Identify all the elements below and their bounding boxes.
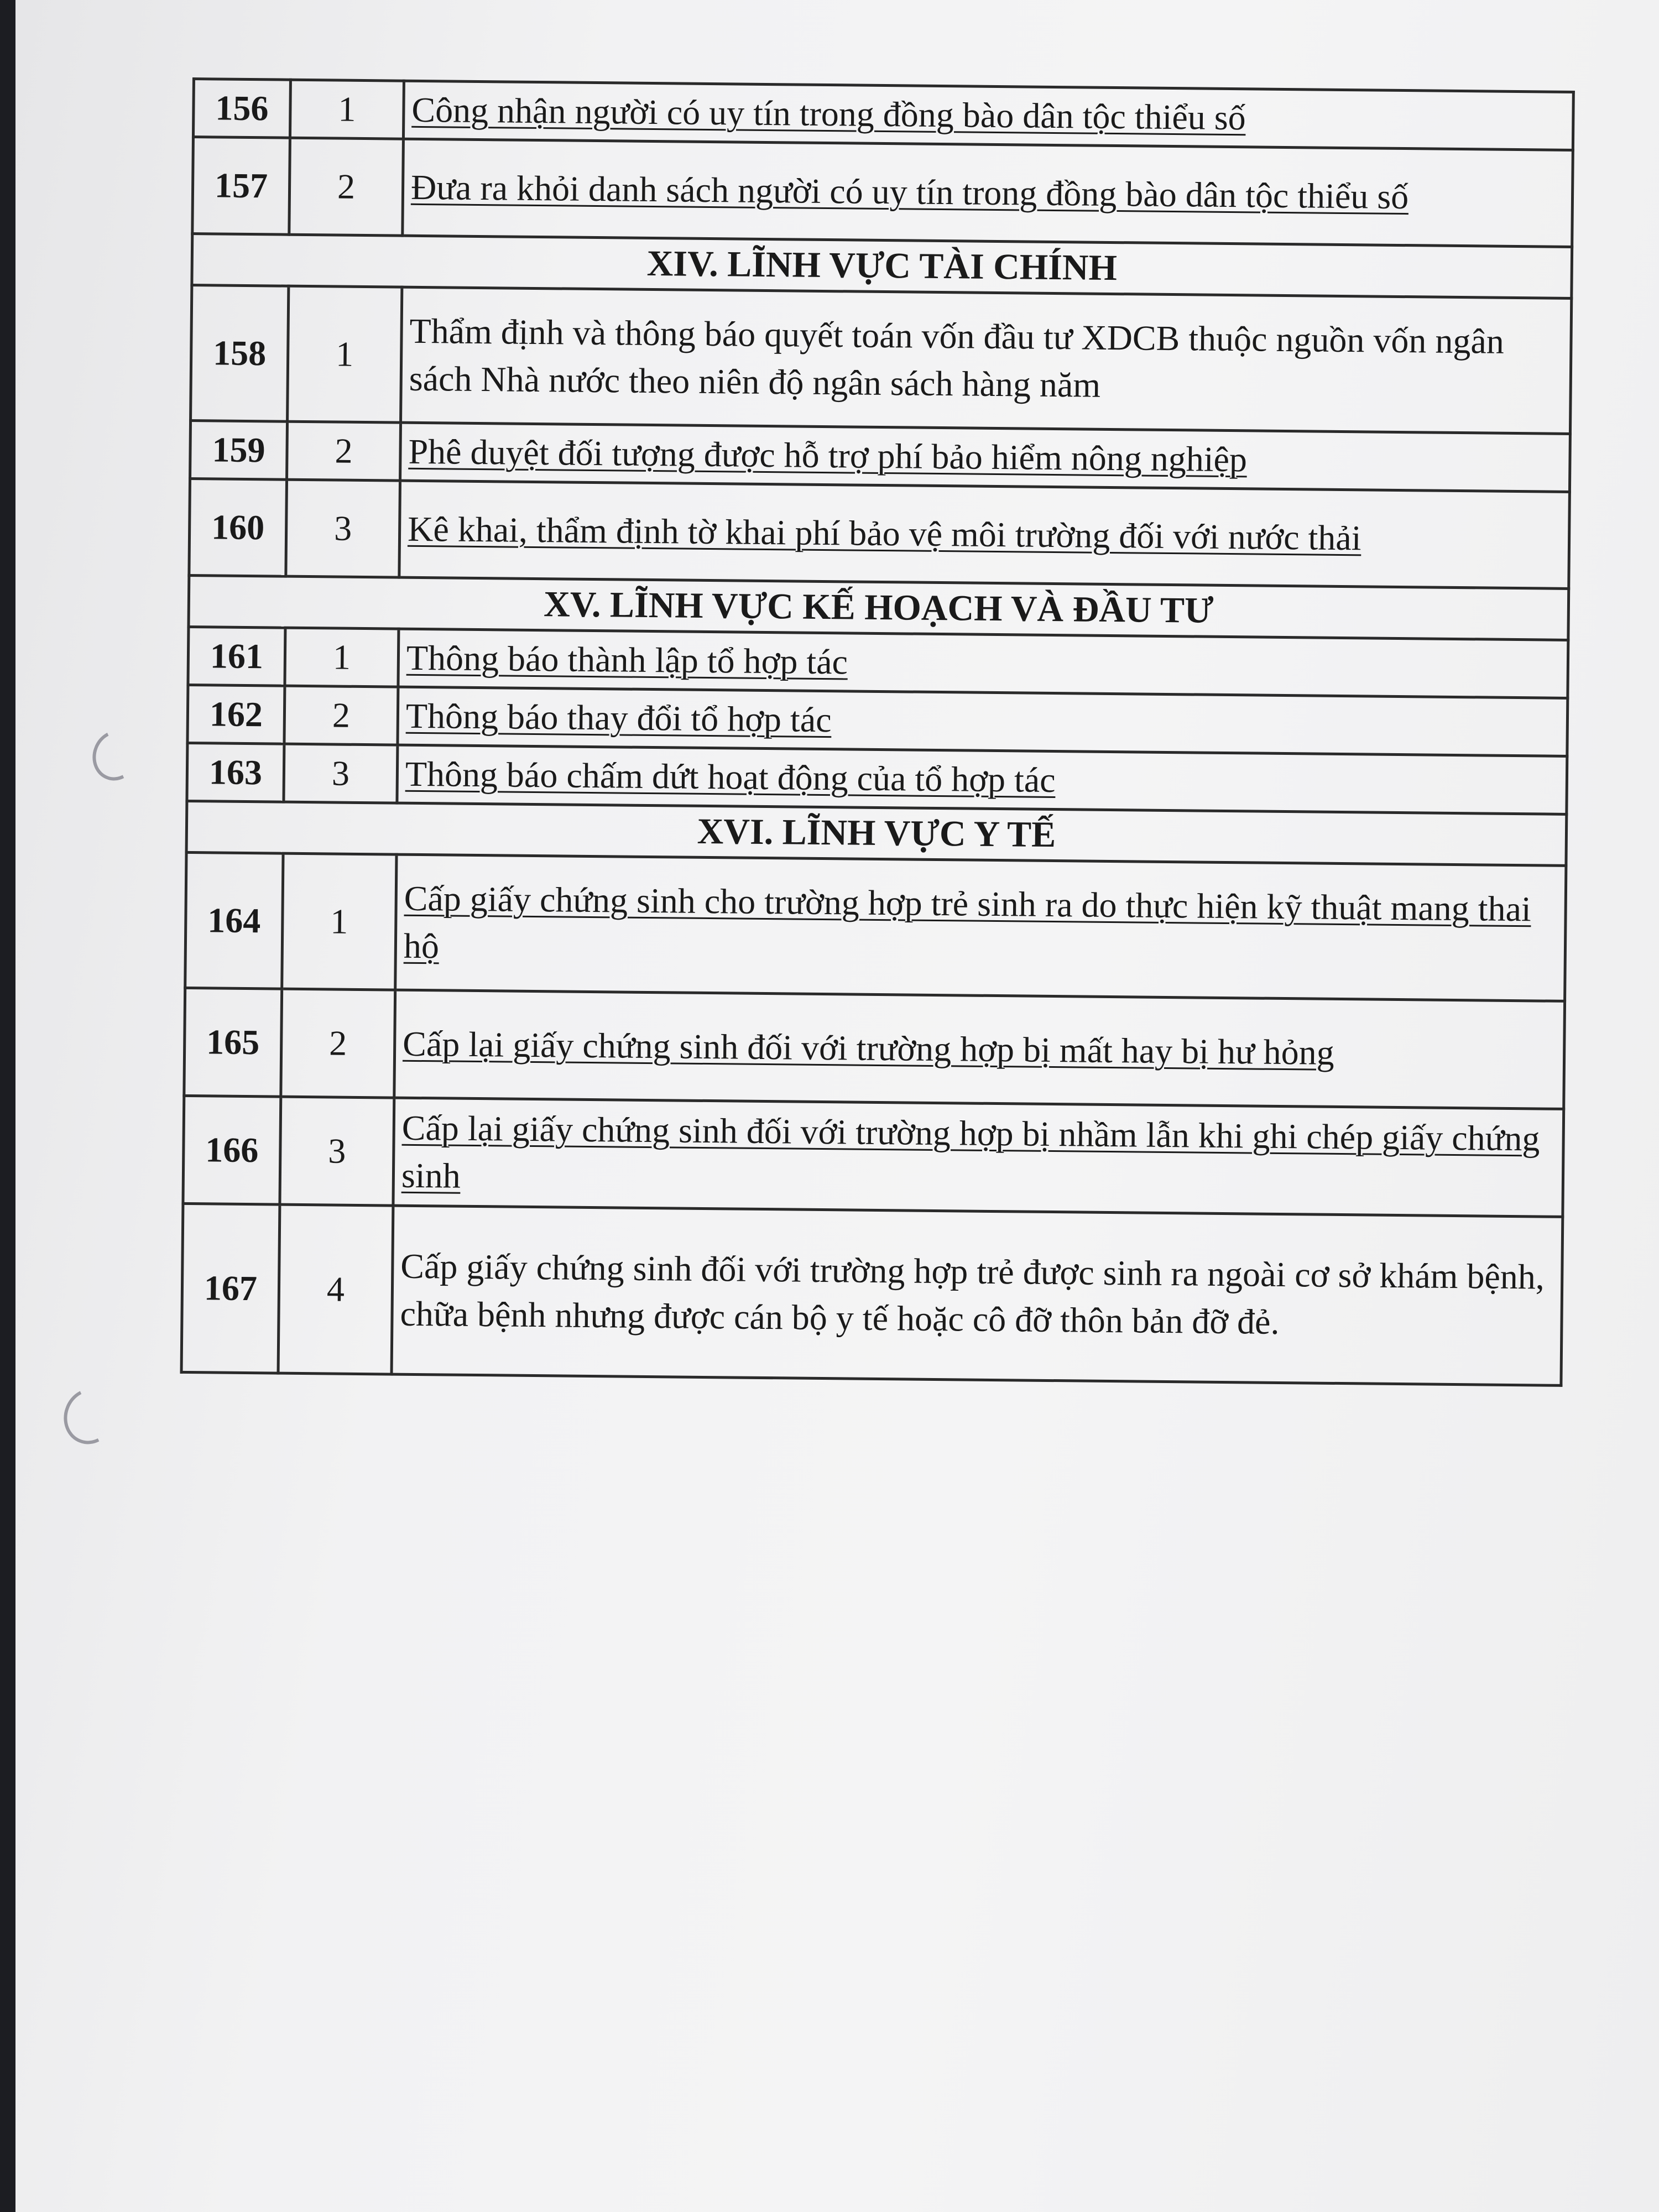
row-stt: 161	[188, 627, 285, 686]
section-title: XIV. LĨNH VỰC TÀI CHÍNH	[192, 234, 1572, 299]
table-row	[181, 1203, 1563, 1385]
paper-sheet	[15, 0, 1659, 2212]
row-number: 1	[290, 80, 404, 139]
procedure-name: Cấp lại giấy chứng sinh đối với trường hợp bị nhầm lẫn khi ghi chép giấy chứng sinh	[393, 1098, 1564, 1217]
section-title: XV. LĨNH VỰC KẾ HOẠCH VÀ ĐẦU TƯ	[189, 575, 1569, 640]
row-number: 2	[287, 421, 401, 481]
row-number: 2	[284, 686, 398, 745]
pen-mark	[56, 1381, 123, 1451]
pen-mark	[86, 724, 146, 787]
row-stt: 158	[191, 285, 289, 422]
table-row	[184, 988, 1565, 1109]
procedure-name: Công nhận người có uy tín trong đồng bào dân tộc thiểu số	[403, 81, 1573, 150]
row-stt: 166	[183, 1095, 281, 1204]
procedure-name: Thông báo thay đổi tổ hợp tác	[398, 687, 1568, 756]
row-number: 3	[286, 479, 400, 577]
row-number: 4	[278, 1204, 393, 1374]
row-number: 1	[285, 628, 399, 687]
row-number: 1	[288, 286, 402, 422]
row-stt: 167	[181, 1203, 280, 1373]
procedure-name: Đưa ra khỏi danh sách người có uy tín trong đồng bào dân tộc thiểu số	[403, 139, 1573, 247]
row-number: 3	[284, 744, 398, 803]
section-title: XVI. LĨNH VỰC Y TẾ	[186, 801, 1567, 865]
procedure-name: Cấp lại giấy chứng sinh đối với trường hợp bị mất hay bị hư hỏng	[394, 990, 1565, 1109]
row-stt: 162	[187, 685, 285, 744]
row-number: 2	[281, 989, 395, 1098]
procedure-name: Phê duyệt đối tượng được hỗ trợ phí bảo hiểm nông nghiệp	[400, 422, 1571, 492]
row-stt: 156	[193, 79, 290, 138]
row-number: 2	[289, 138, 404, 236]
procedures-table	[180, 77, 1574, 1387]
procedure-name: Cấp giấy chứng sinh cho trường hợp trẻ sinh ra do thực hiện kỹ thuật mang thai hộ	[395, 854, 1566, 1001]
row-stt: 160	[189, 478, 287, 576]
row-stt: 157	[192, 137, 290, 235]
row-stt: 159	[190, 420, 288, 479]
row-number: 3	[280, 1097, 394, 1206]
row-number: 1	[282, 853, 397, 990]
procedures-table-container	[180, 77, 1574, 1387]
table-row	[191, 285, 1572, 434]
procedure-name: Thông báo thành lập tổ hợp tác	[398, 629, 1568, 698]
procedure-name: Cấp giấy chứng sinh đối với trường hợp trẻ được sinh ra ngoài cơ sở khám bệnh, chữa bệnh nhưng được cán bộ y tế hoặc cô đỡ thôn bản đỡ đẻ.	[392, 1206, 1563, 1385]
procedure-name: Kê khai, thẩm định tờ khai phí bảo vệ môi trường đối với nước thải	[399, 481, 1570, 588]
procedure-name: Thẩm định và thông báo quyết toán vốn đầu tư XDCB thuộc nguồn vốn ngân sách Nhà nước theo niên độ ngân sách hàng năm	[401, 287, 1572, 434]
row-stt: 164	[185, 852, 283, 989]
table-row	[185, 852, 1566, 1001]
row-stt: 165	[184, 988, 282, 1097]
table-row	[183, 1095, 1564, 1217]
table-row	[192, 137, 1573, 247]
procedure-name: Thông báo chấm dứt hoạt động của tổ hợp tác	[397, 745, 1567, 814]
row-stt: 163	[187, 743, 284, 802]
table-row	[189, 478, 1570, 588]
